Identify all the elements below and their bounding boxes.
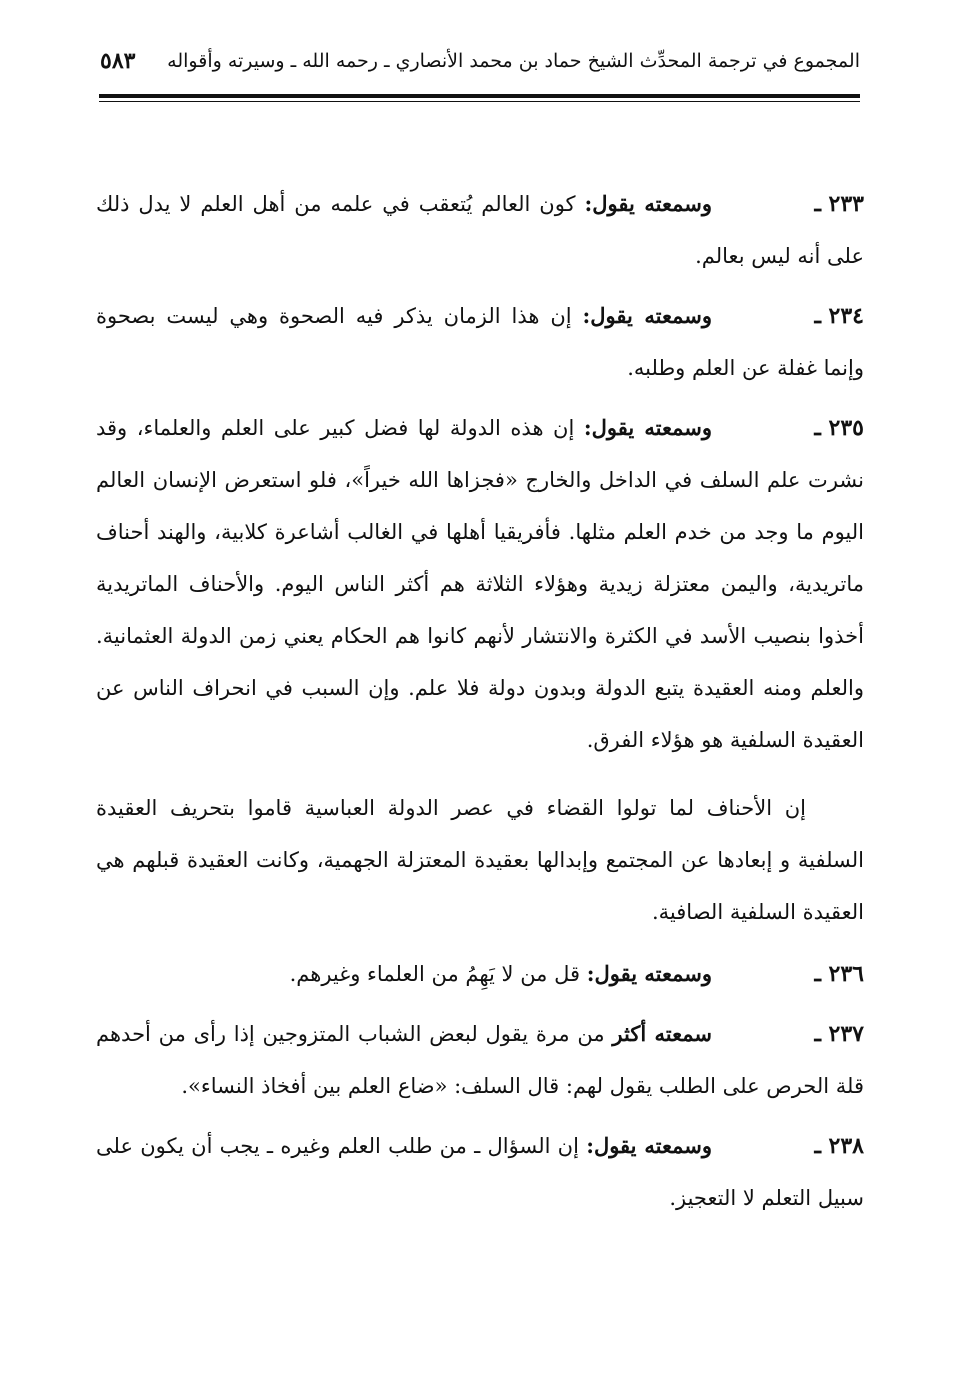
entry-number: ٢٣٥ ـ [814, 415, 864, 441]
entry-lead: وسمعته يقول: [583, 415, 712, 440]
continuation-paragraph: إن الأحناف لما تولوا القضاء في عصر الدولة العباسية قاموا بتحريف العقيدة السلفية و إبعادها عن المجتمع وإبدالها بعقيدة المعتزلة الجهمية، وكانت العقيدة قبلهم هي العقيدة السلفية الصافية. [96, 796, 864, 924]
entry-235 [96, 402, 864, 766]
entry-number: ٢٣٨ ـ [814, 1133, 864, 1159]
running-header [100, 44, 860, 84]
entry-text: إن هذه الدولة لها فضل كبير على العلم والعلماء، وقد نشرت علم السلف في الداخل والخارج «فجزاها الله خيراً»، فلو استعرض الإنسان العالم اليوم ما وجد من خدم العلم مثلها. فأفريقيا أهلها في الغالب أشاعرة كلابية، والهند أحناف ماتريدية، واليمن معتزلة زيدية وهؤلاء الثلاثة هم أكثر الناس اليوم. والأحناف الماتريدية أخذوا بنصيب الأسد في الكثرة والانتشار لأنهم كانوا هم الحكام يعني زمن الدولة العثمانية. والعلم ومنه العقيدة يتبع الدولة وبدون دولة فلا علم. وإن السبب في انحراف الناس عن العقيدة السلفية هو هؤلاء الفرق. [96, 416, 864, 752]
header-rule-thick [99, 94, 860, 98]
entry-number: ٢٣٤ ـ [814, 303, 864, 329]
entry-lead: وسمعته يقول: [584, 191, 712, 216]
entry-text: كون العالم يُتعقب في علمه من أهل العلم لا يدل ذلك على أنه ليس بعالم. [96, 192, 864, 268]
entry-number: ٢٣٧ ـ [814, 1021, 864, 1047]
entry-233 [96, 178, 864, 282]
entry-text: من مرة يقول لبعض الشباب المتزوجين إذا رأى من أحدهم قلة الحرص على الطلب يقول لهم: قال السلف: «ضاع العلم بين أفخاذ النساء». [96, 1022, 864, 1098]
entry-number: ٢٣٣ ـ [814, 191, 864, 217]
page-body [96, 178, 864, 1232]
entry-lead: وسمعته يقول: [586, 1133, 712, 1158]
entry-text: قل من لا يَهِمُ من العلماء وغيرهم. [289, 962, 581, 986]
entry-234 [96, 290, 864, 394]
entry-lead: وسمعته يقول: [586, 961, 712, 986]
header-title: المجموع في ترجمة المحدِّث الشيخ حماد بن محمد الأنصاري ـ رحمه الله ـ وسيرته وأقواله [167, 50, 860, 72]
entry-237 [96, 1008, 864, 1112]
entry-text: إن هذا الزمان يذكر فيه الصحوة وهي ليست بصحوة وإنما غفلة عن العلم وطلبه. [96, 304, 864, 380]
entry-lead: وسمعته يقول: [582, 303, 712, 328]
header-rule-thin [99, 101, 860, 102]
entry-lead: سمعته أكثر [612, 1021, 712, 1046]
page-number: ٥٨٣ [100, 48, 136, 74]
entry-238 [96, 1120, 864, 1224]
entry-text: إن السؤال ـ من طلب العلم وغيره ـ يجب أن يكون على سبيل التعلم لا التعجيز. [96, 1134, 864, 1210]
entry-236 [96, 948, 864, 1000]
entry-number: ٢٣٦ ـ [814, 961, 864, 987]
